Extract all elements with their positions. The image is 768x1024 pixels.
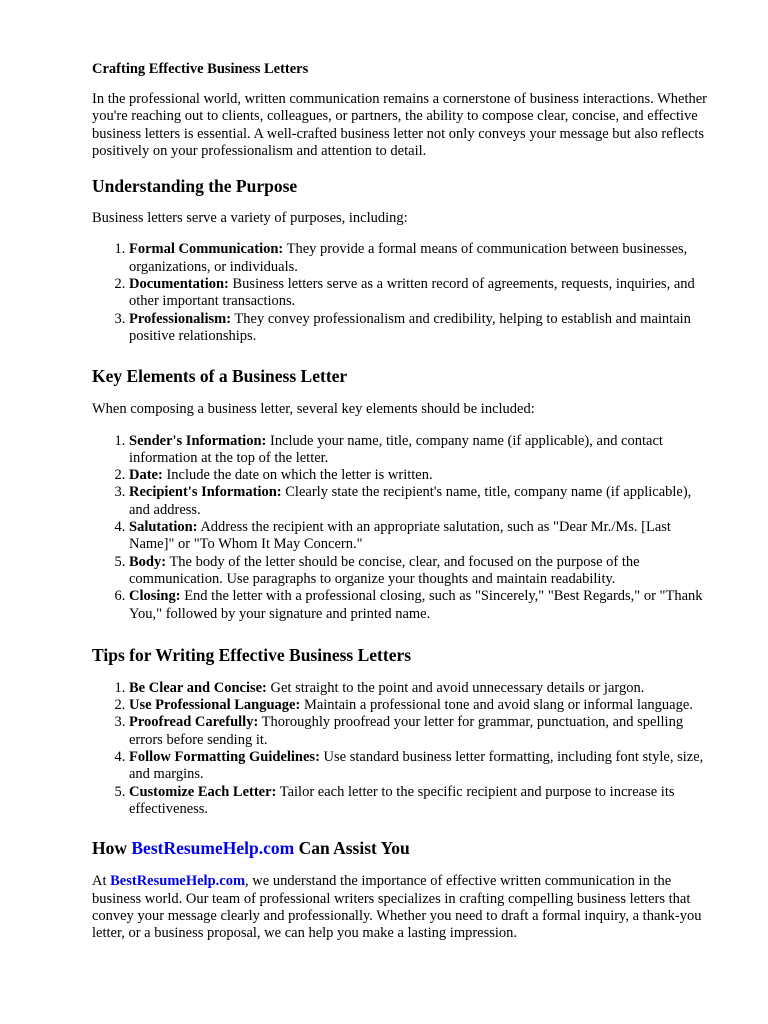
assist-heading [92, 838, 712, 859]
item-text: Tailor each letter to the specific recipient and purpose to increase its effectiveness. [129, 783, 675, 817]
assist-body-prefix: At [92, 873, 107, 890]
item-term: Documentation: [129, 276, 229, 293]
item-term: Formal Communication: [129, 241, 284, 258]
item-term: Salutation: [129, 519, 198, 536]
list-item [129, 433, 712, 468]
list-item [129, 241, 712, 276]
item-term: Recipient's Information: [129, 484, 282, 501]
list-item [129, 519, 712, 554]
list-item [129, 554, 712, 589]
item-term: Proofread Carefully: [129, 714, 259, 731]
item-text: Maintain a professional tone and avoid slang or informal language. [303, 697, 693, 714]
document-title: Crafting Effective Business Letters [92, 61, 309, 77]
item-term: Be Clear and Concise: [129, 679, 267, 696]
tips-heading: Tips for Writing Effective Business Letters [92, 644, 412, 665]
list-item [129, 276, 712, 311]
item-text: Get straight to the point and avoid unnecessary details or jargon. [270, 679, 645, 696]
list-item [129, 784, 712, 819]
item-term: Follow Formatting Guidelines: [129, 749, 320, 766]
item-text: Address the recipient with an appropriate salutation, such as "Dear Mr./Ms. [Last Name]" or "To Whom It May Concern." [129, 519, 671, 553]
list-item [129, 467, 712, 484]
elements-heading: Key Elements of a Business Letter [92, 366, 348, 387]
item-text: Business letters serve as a written record of agreements, requests, inquiries, and other important transactions. [129, 276, 695, 310]
purpose-heading: Understanding the Purpose [92, 176, 298, 197]
purpose-list [92, 241, 712, 345]
assist-heading-link[interactable]: BestResumeHelp.com [131, 838, 295, 859]
list-item [129, 680, 712, 697]
item-term: Body: [129, 553, 167, 570]
item-text: End the letter with a professional closing, such as "Sincerely," "Best Regards," or "Thank You," followed by your signature and printed name. [129, 588, 703, 622]
item-term: Sender's Information: [129, 432, 267, 449]
list-item [129, 697, 712, 714]
item-text: Include the date on which the letter is written. [166, 467, 433, 484]
item-term: Date: [129, 467, 163, 484]
assist-body-text: , we understand the importance of effective written communication in the business world. Our team of professional writers specializes in crafting compelling business letters that convey your message clearly and professionally. Whether you need to draft a formal inquiry, a thank-you letter, or a business proposal, we can help you make a lasting impression. [92, 873, 702, 942]
item-term: Professionalism: [129, 310, 232, 327]
list-item [129, 714, 712, 749]
tips-list [92, 680, 712, 818]
item-term: Use Professional Language: [129, 697, 301, 714]
list-item [129, 311, 712, 346]
elements-lead: When composing a business letter, several key elements should be included: [92, 401, 535, 418]
elements-list [92, 433, 712, 623]
list-item [129, 749, 712, 784]
assist-heading-suffix: Can Assist You [298, 838, 410, 859]
item-text: The body of the letter should be concise, clear, and focused on the purpose of the communication. Use paragraphs to organize your thoughts and maintain readability. [129, 553, 640, 587]
assist-body-link[interactable]: BestResumeHelp.com [110, 873, 246, 890]
item-text: Clearly state the recipient's name, title, company name (if applicable), and address. [129, 484, 692, 518]
purpose-lead: Business letters serve a variety of purposes, including: [92, 210, 408, 227]
list-item [129, 484, 712, 519]
item-term: Closing: [129, 588, 181, 605]
item-text: Thoroughly proofread your letter for grammar, punctuation, and spelling errors before sending it. [129, 714, 684, 748]
item-text: They provide a formal means of communication between businesses, organizations, or individuals. [129, 241, 688, 275]
list-item [129, 588, 712, 623]
assist-heading-prefix: How [92, 838, 127, 859]
assist-paragraph [92, 873, 712, 942]
item-text: They convey professionalism and credibility, helping to establish and maintain positive relationships. [129, 310, 691, 344]
item-text: Use standard business letter formatting, including font style, size, and margins. [129, 749, 704, 783]
intro-paragraph: In the professional world, written communication remains a cornerstone of business interactions. Whether you're reaching out to clients, colleagues, or partners, the ability to compose clear, concise, and effective business letters is essential. A well-crafted business letter not only conveys your message but also reflects positively on your professionalism and attention to detail. [92, 91, 708, 159]
item-text: Include your name, title, company name (if applicable), and contact information at the top of the letter. [129, 432, 663, 466]
item-term: Customize Each Letter: [129, 783, 277, 800]
